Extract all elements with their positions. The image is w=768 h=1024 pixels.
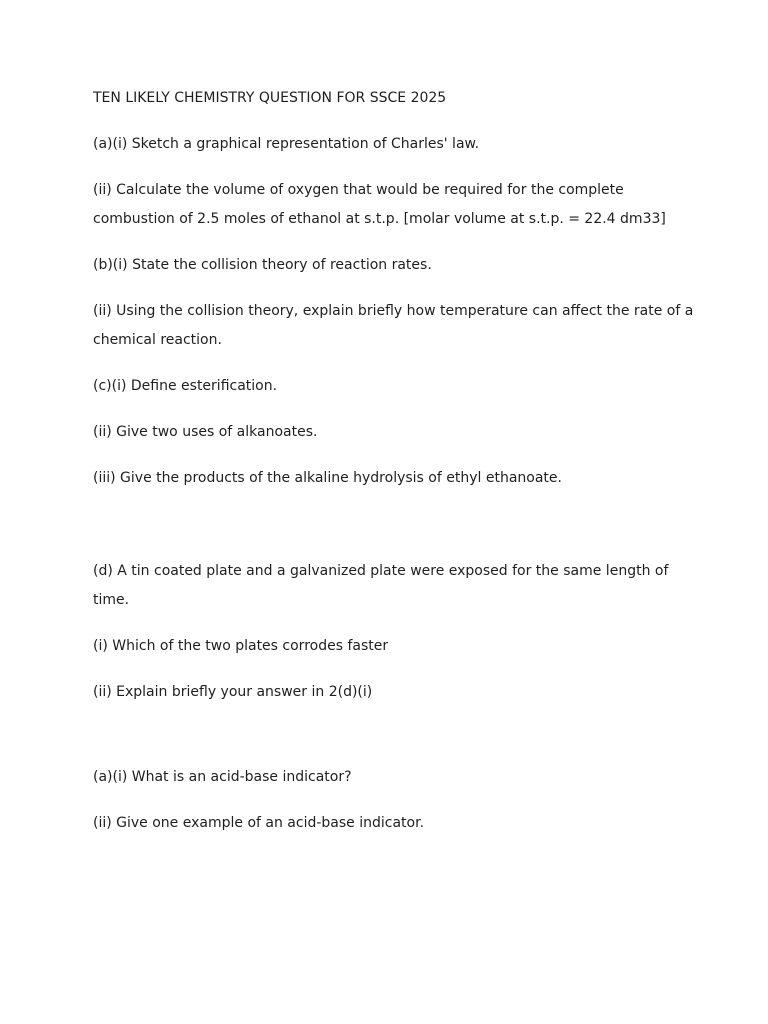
question-line: (ii) Give two uses of alkanoates. — [93, 424, 318, 440]
question-line: (a)(i) What is an acid-base indicator? — [93, 769, 352, 785]
question-line: (iii) Give the products of the alkaline hydrolysis of ethyl ethanoate. — [93, 470, 562, 486]
question-line: combustion of 2.5 moles of ethanol at s.t.p. [molar volume at s.t.p. = 22.4 dm33] — [93, 211, 666, 227]
question-line: (c)(i) Define esterification. — [93, 378, 278, 394]
question-line: (i) Which of the two plates corrodes faster — [93, 638, 389, 654]
question-line: (ii) Calculate the volume of oxygen that would be required for the complete — [93, 182, 624, 198]
question-line: (d) A tin coated plate and a galvanized plate were exposed for the same length of — [93, 563, 669, 579]
question-line: time. — [93, 592, 130, 608]
question-line: (a)(i) Sketch a graphical representation of Charles' law. — [93, 136, 480, 152]
question-line: chemical reaction. — [93, 332, 222, 348]
question-line: (ii) Using the collision theory, explain briefly how temperature can affect the rate of a — [93, 303, 694, 319]
document-title: TEN LIKELY CHEMISTRY QUESTION FOR SSCE 2025 — [93, 90, 447, 106]
question-line: (b)(i) State the collision theory of reaction rates. — [93, 257, 432, 273]
question-line: (ii) Give one example of an acid-base indicator. — [93, 815, 425, 831]
question-line: (ii) Explain briefly your answer in 2(d)(i) — [93, 684, 373, 700]
